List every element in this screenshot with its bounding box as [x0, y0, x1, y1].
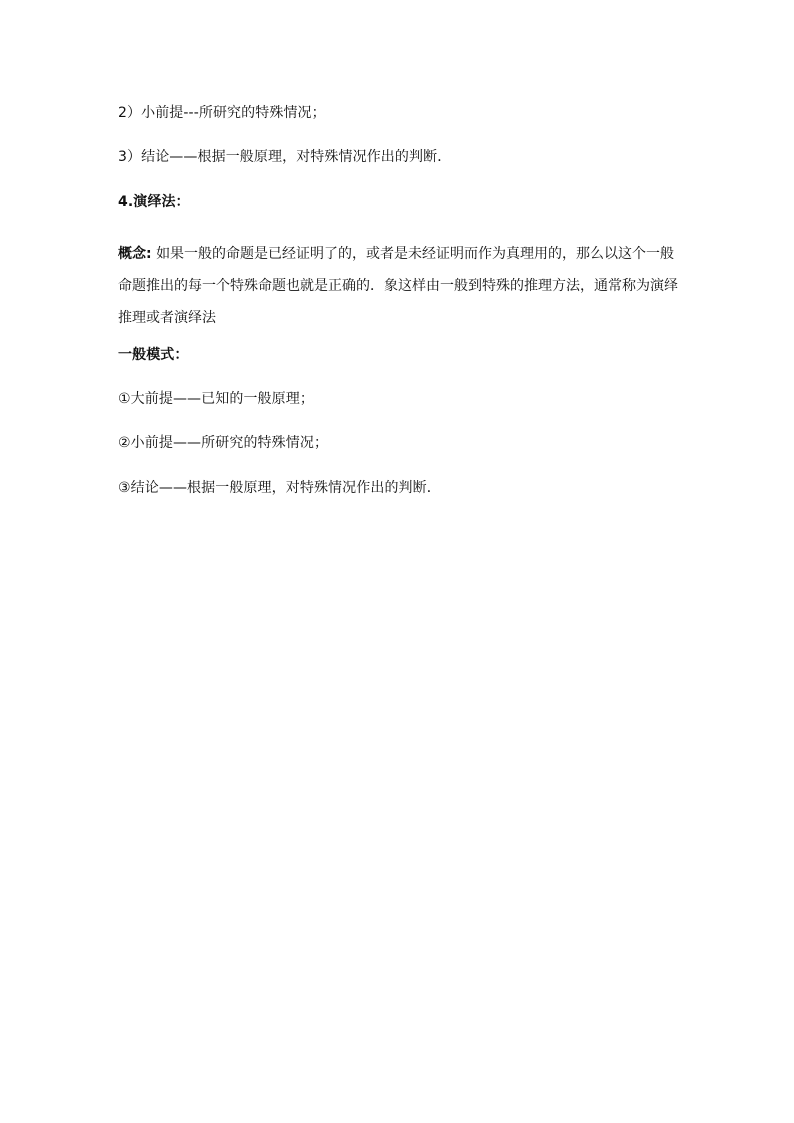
conclusion-line: 3）结论——根据一般原理，对特殊情况作出的判断． — [118, 149, 452, 165]
major-premise-item: ①大前提——已知的一般原理； — [118, 391, 314, 407]
concept-line-1 — [118, 238, 688, 270]
concept-text-1: 如果一般的命题是已经证明了的，或者是未经证明而作为真理用的，那么以这个一般 — [156, 246, 675, 262]
conclusion-item: ③结论——根据一般原理，对特殊情况作出的判断． — [118, 480, 441, 496]
general-mode-heading: 一般模式： — [118, 347, 189, 363]
minor-premise-line: 2）小前提---所研究的特殊情况； — [118, 105, 326, 121]
minor-premise-item: ②小前提——所研究的特殊情况； — [118, 435, 329, 451]
concept-line-2: 命题推出的每一个特殊命题也就是正确的．象这样由一般到特殊的推理方法，通常称为演绎 — [118, 278, 678, 294]
concept-line-3: 推理或者演绎法 — [118, 310, 216, 326]
concept-label: 概念: — [118, 246, 152, 262]
concept-paragraph — [118, 238, 688, 334]
section-heading: 4.演绎法： — [118, 194, 190, 210]
